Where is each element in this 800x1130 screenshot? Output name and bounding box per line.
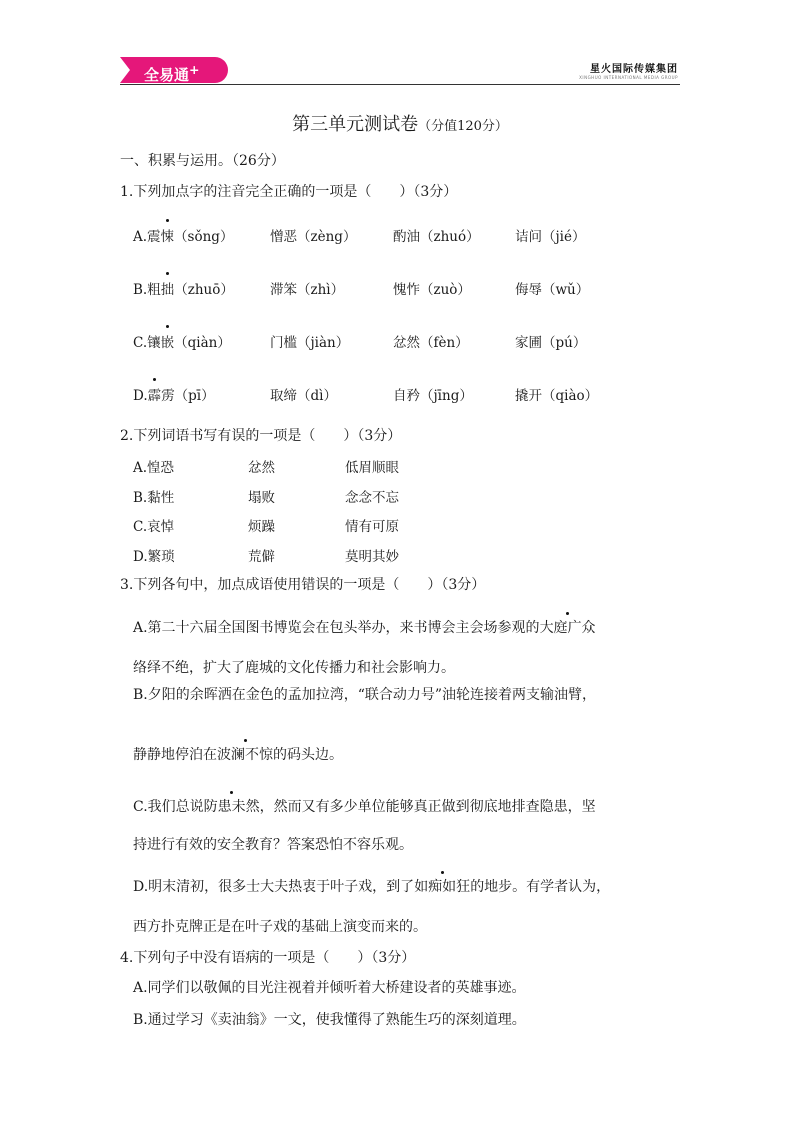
section-heading: 一、积累与运用。（26分） bbox=[120, 153, 285, 169]
q1-option-d3: 自矜（jīng） bbox=[393, 388, 473, 404]
q1-option-d2: 取缔（dì） bbox=[270, 388, 337, 404]
q1-option-c2: 门槛（jiàn） bbox=[270, 335, 350, 351]
question-4-stem: 4.下列句子中没有语病的一项是（ ）（3分） bbox=[120, 950, 416, 966]
q2-option-c-word1: C.哀悼 bbox=[133, 519, 175, 535]
publisher-subtitle: XINGHUO INTERNATIONAL MEDIA GROUP bbox=[579, 75, 678, 80]
q3-option-c-line2: 持进行有效的安全教育？答案恐怕不容乐观。 bbox=[133, 837, 413, 853]
q1-option-b2: 滞笨（zhì） bbox=[270, 282, 345, 298]
q1-option-b3: 愧怍（zuò） bbox=[393, 282, 471, 298]
header-rule bbox=[120, 84, 680, 85]
q2-option-c-word2: 烦躁 bbox=[248, 519, 275, 535]
q2-option-d-word3: 莫明其妙 bbox=[345, 549, 399, 565]
q2-option-b-word2: 塌败 bbox=[248, 490, 275, 506]
page-title bbox=[0, 110, 800, 136]
publisher-brand bbox=[579, 60, 678, 80]
q3-option-a-line1: A.第二十六届全国图书博览会在包头举办，来书博会主会场参观的大庭广众 bbox=[133, 620, 596, 636]
title-score: （分值120分） bbox=[418, 119, 508, 134]
q1-option-d4: 撬开（qiào） bbox=[515, 388, 599, 404]
q2-option-a-word3: 低眉顺眼 bbox=[345, 460, 399, 476]
q2-option-c-word3: 情有可原 bbox=[345, 519, 399, 535]
title-main: 第三单元测试卷 bbox=[292, 114, 419, 135]
q3-option-b-line2: 静静地停泊在波澜不惊的码头边。 bbox=[133, 747, 343, 763]
q2-option-d-word1: D.繁琐 bbox=[133, 549, 175, 565]
q1-option-a3: 酌油（zhuó） bbox=[393, 229, 480, 245]
q2-option-a-word1: A.惶恐 bbox=[133, 460, 175, 476]
q1-option-c1: C.镶嵌（qiàn） bbox=[133, 331, 231, 351]
question-1-stem: 1.下列加点字的注音完全正确的一项是（ ）（3分） bbox=[120, 184, 458, 200]
q1-option-d1: D.霹雳（pī） bbox=[133, 384, 215, 404]
q1-option-b1: B.粗拙（zhuō） bbox=[133, 278, 234, 298]
q3-option-d-line2: 西方扑克牌正是在叶子戏的基础上演变而来的。 bbox=[133, 919, 427, 935]
publisher-name: 星火国际传媒集团 bbox=[590, 64, 678, 75]
brand-logo bbox=[120, 57, 228, 83]
q2-option-d-word2: 荒僻 bbox=[248, 549, 275, 565]
q1-option-b4: 侮辱（wǔ） bbox=[515, 282, 590, 298]
q2-option-b-word3: 念念不忘 bbox=[345, 490, 399, 506]
logo-plus: + bbox=[189, 62, 200, 77]
question-3-stem: 3.下列各句中，加点成语使用错误的一项是（ ）（3分） bbox=[120, 577, 486, 593]
q2-option-a-word2: 忿然 bbox=[248, 460, 275, 476]
q3-option-b-line1: B.夕阳的余晖洒在金色的孟加拉湾，“联合动力号”油轮连接着两支输油臂， bbox=[133, 687, 597, 703]
q1-option-a4: 诘问（jié） bbox=[515, 229, 586, 245]
question-2-stem: 2.下列词语书写有误的一项是（ ）（3分） bbox=[120, 428, 402, 444]
logo-text: 全易通 bbox=[144, 66, 190, 84]
q4-option-a: A.同学们以敬佩的目光注视着并倾听着大桥建设者的英雄事迹。 bbox=[133, 980, 526, 996]
q2-option-b-word1: B.黏性 bbox=[133, 490, 175, 506]
q1-option-c3: 忿然（fèn） bbox=[393, 335, 469, 351]
q1-option-c4: 家圃（pú） bbox=[515, 335, 587, 351]
q3-option-c-line1: C.我们总说防患未然，然而又有多少单位能够真正做到彻底地排查隐患，坚 bbox=[133, 799, 596, 815]
logo-arrow-icon bbox=[120, 57, 130, 83]
q4-option-b: B.通过学习《卖油翁》一文，使我懂得了熟能生巧的深刻道理。 bbox=[133, 1012, 526, 1028]
q3-option-d-line1: D.明末清初，很多士大夫热衷于叶子戏，到了如痴如狂的地步。有学者认为， bbox=[133, 879, 611, 895]
q1-option-a1: A.震悚（sǒng） bbox=[133, 225, 233, 245]
q3-option-a-line2: 络绎不绝，扩大了鹿城的文化传播力和社会影响力。 bbox=[133, 660, 455, 676]
q1-option-a2: 憎恶（zèng） bbox=[270, 229, 357, 245]
